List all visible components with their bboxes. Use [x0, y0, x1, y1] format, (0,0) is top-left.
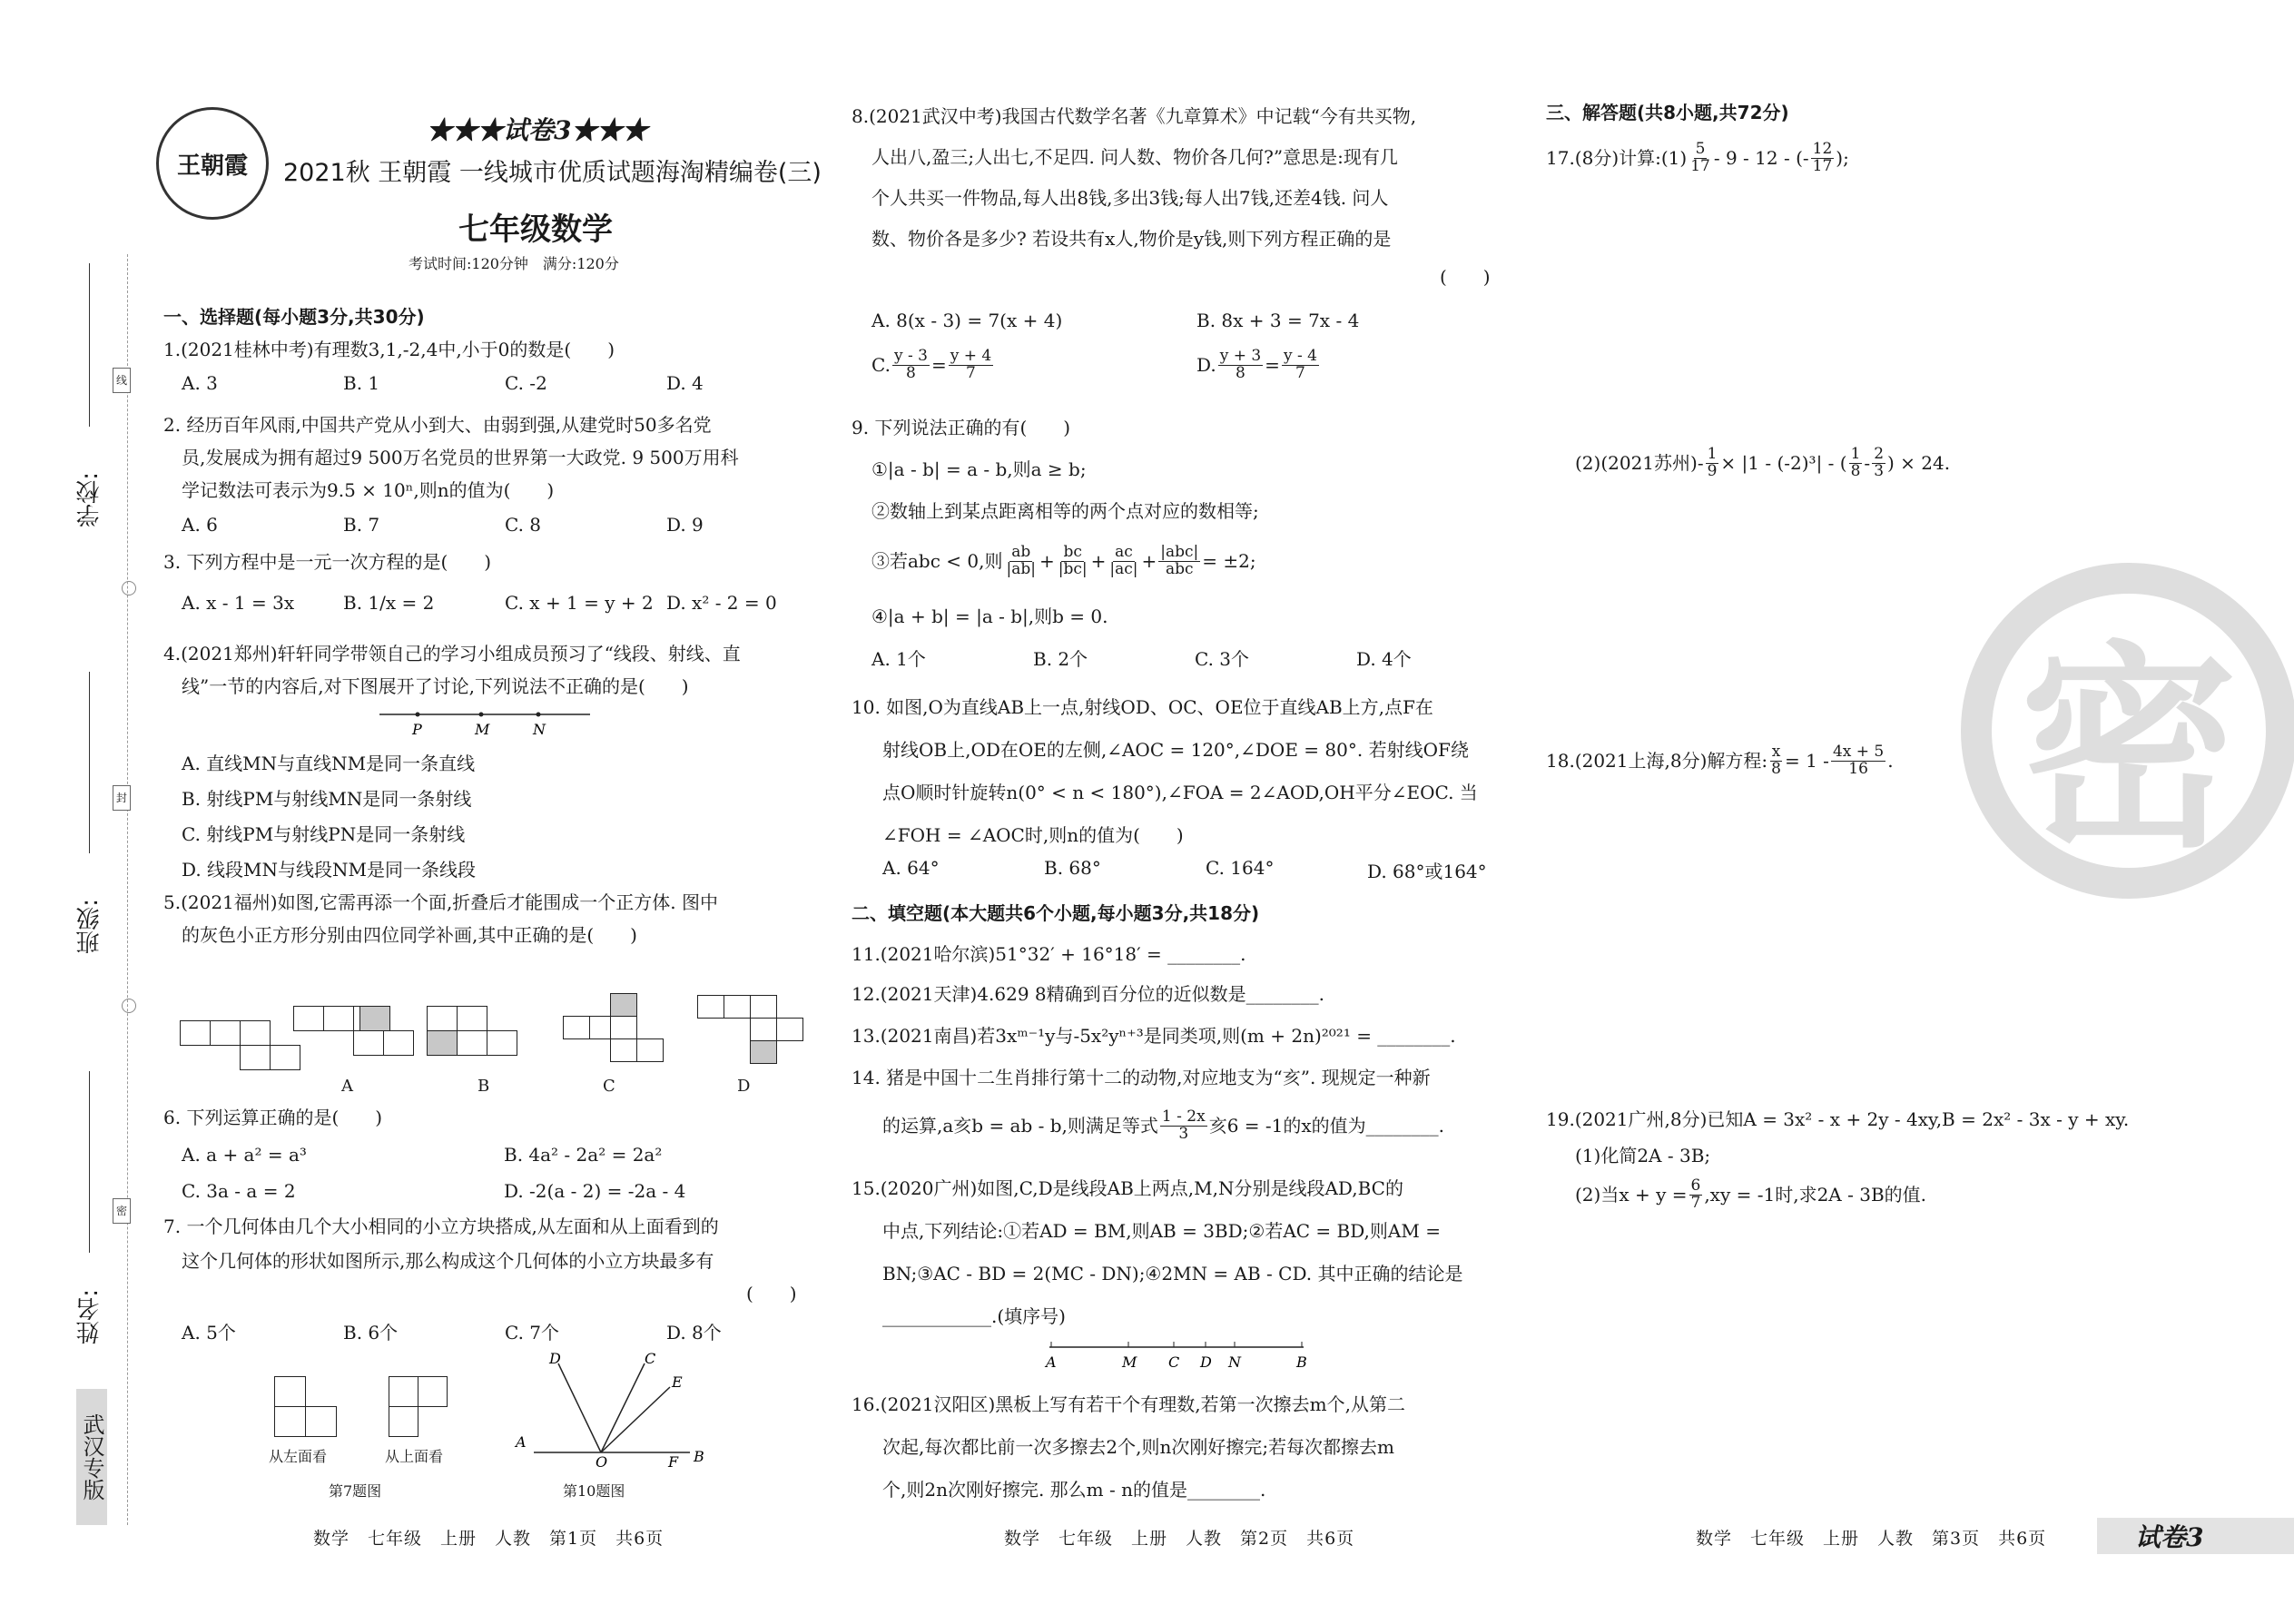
q1-stem: 1.(2021桂林中考)有理数3,1,-2,4中,小于0的数是( )	[163, 339, 615, 360]
q2-line: 学记数法可表示为9.5 × 10ⁿ,则n的值为( )	[182, 479, 555, 501]
q10-line: 射线OB上,OD在OE的左侧,∠AOC = 120°,∠DOE = 80°. 若射线OF绕	[882, 739, 1469, 761]
q7-line: 这个几何体的形状如图所示,那么构成这个几何体的小立方块最多有	[182, 1250, 714, 1272]
q5-label-a: A	[341, 1077, 353, 1096]
frac-den: 3	[1874, 461, 1885, 480]
q6-option-c: C. 3a - a = 2	[182, 1180, 296, 1202]
fig10-label-f: F	[668, 1453, 679, 1469]
q4-option-d: D. 线段MN与线段NM是同一条线段	[182, 859, 476, 881]
seal-char-seal: 封	[113, 785, 131, 811]
q10-options	[882, 857, 1487, 883]
q15-point-d: D	[1200, 1353, 1212, 1371]
q10-stem	[852, 686, 1478, 857]
q7-line: 7. 一个几何体由几个大小相同的小立方块搭成,从左面和从上面看到的	[163, 1216, 719, 1237]
footer-badge: 试卷3	[2135, 1522, 2204, 1552]
footer-page1: 数学 七年级 上册 人教 第1页 共6页	[313, 1529, 665, 1549]
series-title: 2021秋 王朝霞 一线城市优质试题海淘精编卷(三)	[283, 159, 822, 187]
q18	[1546, 744, 1894, 778]
q10-option-b: B. 68°	[1044, 857, 1101, 879]
q3-stem: 3. 下列方程中是一元一次方程的是( )	[163, 551, 492, 573]
school-label: 学校:	[76, 472, 103, 527]
fig10-caption: 第10题图	[563, 1482, 625, 1500]
q1-option-c: C. -2	[505, 372, 547, 394]
q4-stem	[163, 637, 741, 703]
class-label: 班级:	[76, 899, 103, 954]
q4-option-b: B. 射线PM与射线MN是同一条射线	[182, 788, 472, 810]
frac-num: y - 3	[893, 347, 928, 365]
q16-line: 个,则2n次刚好擦完. 那么m - n的值是________.	[882, 1479, 1266, 1501]
fig10-label-e: E	[672, 1373, 683, 1391]
frac-num: 1	[1707, 445, 1718, 463]
fig10-label-d: D	[549, 1351, 561, 1367]
q5-stem	[163, 886, 718, 951]
q15-point-n: N	[1228, 1353, 1241, 1371]
q14-text: 的运算,a亥b = ab - b,则满足等式	[882, 1114, 1158, 1137]
q4-line: 4.(2021郑州)轩轩同学带领自己的学习小组成员预习了“线段、射线、直	[163, 643, 741, 664]
q15-point-a: A	[1046, 1353, 1057, 1371]
q4-point-n: N	[533, 721, 546, 738]
fig10-angle-diagram	[508, 1351, 717, 1469]
frac-den: 7	[1690, 1193, 1701, 1212]
q19-line2: (1)化简2A - 3B;	[1575, 1145, 1711, 1166]
frac-num: y - 4	[1283, 347, 1317, 365]
q9-option-d: D. 4个	[1356, 648, 1412, 670]
frac-num: 4x + 5	[1832, 743, 1885, 761]
q4-option-a: A. 直线MN与直线NM是同一条直线	[182, 753, 476, 774]
exam-info: 考试时间:120分钟 满分:120分	[409, 255, 619, 272]
frac-den: 9	[1707, 461, 1718, 480]
q2-line: 员,发展成为拥有超过9 500万名党员的世界第一大政党. 9 500万用科	[182, 447, 739, 468]
q19-line1: 19.(2021广州,8分)已知A = 3x² - x + 2y - 4xy,B = 2x² - 3x - y + xy.	[1546, 1108, 2130, 1130]
frac-den: 8	[1236, 363, 1245, 382]
frac-den: 17	[1812, 156, 1833, 175]
q9-stem: 9. 下列说法正确的有( )	[852, 417, 1071, 438]
q14-text: 亥6 = -1的x的值为________.	[1208, 1114, 1445, 1137]
q8-option-a: A. 8(x - 3) = 7(x + 4)	[871, 310, 1063, 331]
section3-title: 三、解答题(共8小题,共72分)	[1546, 102, 1789, 123]
seal-char-secret: 密	[113, 1198, 131, 1224]
frac-den: 8	[1771, 759, 1781, 778]
q16-stem	[852, 1383, 1405, 1511]
q1-option-b: B. 1	[343, 372, 380, 394]
frac-den: 17	[1690, 156, 1710, 175]
q9-option-a: A. 1个	[871, 648, 926, 670]
q7-option-c: C. 7个	[505, 1322, 560, 1343]
q9-statement-4: ④|a + b| = |a - b|,则b = 0.	[871, 605, 1108, 627]
q3-option-a: A. x - 1 = 3x	[182, 592, 295, 614]
q8-option-c-label: C.	[871, 353, 891, 376]
q11: 11.(2021哈尔滨)51°32′ + 16°18′ = ________.	[852, 943, 1246, 965]
frac-num: y + 4	[950, 347, 992, 365]
q1-options	[182, 372, 704, 394]
q6-options	[182, 1137, 685, 1209]
q15-line: 15.(2020广州)如图,C,D是线段AB上两点,M,N分别是线段AD,BC的	[852, 1177, 1403, 1199]
q7-options	[182, 1318, 722, 1344]
q5-line: 的灰色小正方形分别由四位同学补画,其中正确的是( )	[182, 924, 637, 946]
q4-line-figure	[372, 704, 599, 740]
binding-hole-icon	[122, 999, 136, 1013]
q15-point-b: B	[1296, 1353, 1307, 1371]
q2-option-d: D. 9	[666, 514, 704, 536]
q17-part2	[1575, 447, 1950, 480]
fig10-label-a: A	[516, 1433, 527, 1451]
frac-den: |ab|	[1006, 559, 1036, 578]
q5-label-c: C	[603, 1077, 615, 1096]
q4-point-m: M	[475, 721, 490, 738]
q4-options	[182, 746, 476, 888]
q16-line: 次起,每次都比前一次多擦去2个,则n次刚好擦完;若每次都擦去m	[882, 1436, 1395, 1458]
q6-option-b: B. 4a² - 2a² = 2a²	[504, 1144, 663, 1166]
q15-line: ____________.(填序号)	[882, 1305, 1066, 1327]
frac-den: 8	[906, 363, 916, 382]
fig10-label-o: O	[596, 1453, 608, 1469]
q1-option-a: A. 3	[182, 372, 218, 394]
q6-stem: 6. 下列运算正确的是( )	[163, 1107, 383, 1128]
q16-line: 16.(2021汉阳区)黑板上写有若干个有理数,若第一次擦去m个,从第二	[852, 1393, 1405, 1415]
q9-s3-tail: = ±2;	[1202, 549, 1256, 572]
frac-den: 7	[966, 363, 976, 382]
frac-den: 8	[1850, 461, 1861, 480]
q17-text: 17.(8分)计算:(1)	[1546, 146, 1688, 169]
watermark-seal: 密	[1961, 563, 2294, 899]
q10-option-d: D. 68°或164°	[1367, 861, 1487, 882]
q15-line: 中点,下列结论:①若AD = BM,则AB = 3BD;②若AC = BD,则AM =	[882, 1220, 1441, 1242]
frac-num: bc	[1063, 543, 1082, 561]
q18-text: .	[1887, 749, 1894, 772]
frac-num: 1 - 2x	[1161, 1107, 1206, 1126]
q17-text: ) × 24.	[1887, 451, 1951, 474]
q18-text: = 1 -	[1784, 749, 1829, 772]
q9-option-b: B. 2个	[1033, 648, 1088, 670]
q5-line: 5.(2021福州)如图,它需再添一个面,折叠后才能围成一个正方体. 图中	[163, 891, 719, 913]
q18-text: 18.(2021上海,8分)解方程:	[1546, 749, 1768, 772]
q10-option-a: A. 64°	[882, 857, 940, 879]
q9-statement-3: ③若abc < 0,则 $\frac{ab}{|ab|}$ + $\frac{bc}{|bc|}$ + $\frac{ac}{|ac|}$ + $\frac{\text{|abc|}}{\text{abc}}$ = ±2;	[871, 543, 1256, 578]
section2-title: 二、填空题(本大题共6个小题,每小题3分,共18分)	[852, 902, 1260, 924]
q10-line: 点O顺时针旋转n(0° < n < 180°),∠FOA = 2∠AOD,OH平分∠EOC. 当	[882, 782, 1478, 803]
q2-options	[182, 514, 704, 536]
q15-line: BN;③AC - BD = 2(MC - DN);④2MN = AB - CD. 其中正确的结论是	[882, 1263, 1463, 1284]
frac-num: x	[1771, 743, 1781, 761]
frac-num: 2	[1874, 445, 1885, 463]
q15-segment-figure	[1042, 1334, 1314, 1373]
frac-num: 6	[1690, 1176, 1701, 1195]
q15-stem	[852, 1167, 1463, 1338]
paper-number: ★★★试卷3★★★	[427, 115, 648, 145]
q8-line: 数、物价各是多少? 若设共有x人,物价是y钱,则下列方程正确的是	[871, 228, 1392, 250]
q7-option-a: A. 5个	[182, 1322, 236, 1343]
q17-text: );	[1836, 146, 1849, 169]
q8-line: 8.(2021武汉中考)我国古代数学名著《九章算术》中记载“今有共买物,	[852, 105, 1417, 127]
q15-point-m: M	[1122, 1353, 1137, 1371]
q12: 12.(2021天津)4.629 8精确到百分位的近似数是________.	[852, 983, 1325, 1005]
q1-option-d: D. 4	[666, 372, 704, 394]
q10-option-c: C. 164°	[1206, 857, 1275, 879]
binding-hole-icon	[122, 581, 136, 595]
q15-point-c: C	[1168, 1353, 1180, 1371]
q9-option-c: C. 3个	[1195, 648, 1250, 670]
q3-option-b: B. 1/x = 2	[343, 592, 435, 614]
q19-text: ,xy = -1时,求2A - 3B的值.	[1704, 1183, 1926, 1206]
frac-num: ab	[1011, 543, 1031, 561]
seal-char-line: 线	[113, 368, 131, 393]
q9-statement-2: ②数轴上到某点距离相等的两个点对应的数相等;	[871, 500, 1259, 522]
q4-line: 线”一节的内容后,对下图展开了讨论,下列说法不正确的是( )	[182, 675, 689, 697]
q9-statement-1: ①|a - b| = a - b,则a ≥ b;	[871, 458, 1087, 480]
q17-text: × |1 - (-2)³| - (	[1720, 451, 1847, 474]
class-write-line	[89, 672, 90, 853]
q4-option-c: C. 射线PM与射线PN是同一条射线	[182, 823, 466, 845]
q17-text: - 9 - 12 - (-	[1713, 146, 1809, 169]
footer-page3: 数学 七年级 上册 人教 第3页 共6页	[1696, 1529, 2047, 1549]
brand-logo: 王朝霞	[156, 107, 269, 220]
q8-option-c: C. $\frac{y - 3}{8}$ = $\frac{y + 4}{7}$	[871, 347, 992, 382]
q19-text: (2)当x + y =	[1575, 1183, 1688, 1206]
q7-left-view-label: 从左面看	[269, 1448, 328, 1465]
q2-line: 2. 经历百年风雨,中国共产党从小到大、由弱到强,从建党时50多名党	[163, 414, 712, 436]
q17-part1	[1546, 142, 1849, 175]
footer-page2: 数学 七年级 上册 人教 第2页 共6页	[1004, 1529, 1355, 1549]
frac-num: 1	[1850, 445, 1861, 463]
q6-option-a: A. a + a² = a³	[182, 1144, 307, 1166]
frac-num: y + 3	[1219, 347, 1262, 365]
edition-badge: 武汉专版	[76, 1389, 107, 1525]
q14-line1: 14. 猪是中国十二生肖排行第十二的动物,对应地支为“亥”. 现规定一种新	[852, 1067, 1431, 1088]
q8-paren: ( )	[1440, 266, 1491, 288]
q3-options	[182, 592, 777, 614]
q7-figure-caption: 第7题图	[329, 1482, 382, 1500]
subject-title: 七年级数学	[458, 212, 613, 248]
q8-line: 个人共买一件物品,每人出8钱,多出3钱;每人出7钱,还差4钱. 问人	[871, 187, 1389, 209]
q9-s3-text: ③若abc < 0,则	[871, 549, 1003, 572]
name-write-line	[89, 1071, 90, 1253]
q7-top-view-label: 从上面看	[385, 1448, 444, 1465]
fig10-label-c: C	[645, 1351, 656, 1367]
q5-label-b: B	[478, 1077, 490, 1096]
q2-option-b: B. 7	[343, 514, 380, 536]
q8-line: 人出八,盈三;人出七,不足四. 问人数、物价各几何?”意思是:现有几	[871, 146, 1398, 168]
q8-stem	[852, 96, 1416, 260]
frac-den: |bc|	[1058, 559, 1088, 578]
q5-label-d: D	[737, 1077, 751, 1096]
q14-line2	[882, 1109, 1444, 1143]
q2-option-a: A. 6	[182, 514, 218, 536]
q8-option-b: B. 8x + 3 = 7x - 4	[1196, 310, 1360, 331]
frac-den: 3	[1178, 1124, 1189, 1143]
q6-option-d: D. -2(a - 2) = -2a - 4	[504, 1180, 686, 1202]
q10-line: ∠FOH = ∠AOC时,则n的值为( )	[882, 824, 1184, 846]
q2-stem	[163, 408, 739, 507]
frac-num: |abc|	[1160, 543, 1199, 561]
q4-point-p: P	[412, 721, 422, 738]
frac-den: 16	[1848, 759, 1868, 778]
q9-options	[871, 645, 1412, 671]
q3-option-c: C. x + 1 = y + 2	[505, 592, 654, 614]
frac-num: 12	[1812, 140, 1833, 158]
q3-option-d: D. x² - 2 = 0	[666, 592, 777, 614]
frac-den: 7	[1295, 363, 1305, 382]
q7-option-b: B. 6个	[343, 1322, 399, 1343]
q13: 13.(2021南昌)若3xᵐ⁻¹y与-5x²yⁿ⁺³是同类项,则(m + 2n)²⁰²¹ = ________.	[852, 1025, 1456, 1047]
q8-option-d-label: D.	[1196, 353, 1216, 376]
frac-num: 5	[1695, 140, 1706, 158]
school-write-line	[89, 263, 90, 427]
section1-title: 一、选择题(每小题3分,共30分)	[163, 306, 425, 328]
q10-line: 10. 如图,O为直线AB上一点,射线OD、OC、OE位于直线AB上方,点F在	[852, 696, 1433, 718]
q8-option-d: D. $\frac{y + 3}{8}$ = $\frac{y - 4}{7}$	[1196, 347, 1317, 382]
q17-text: -	[1864, 451, 1871, 474]
binding-dashed-line	[127, 254, 128, 1525]
fig10-label-b: B	[694, 1448, 704, 1465]
q7-stem	[163, 1209, 719, 1278]
q7-option-d: D. 8个	[666, 1322, 722, 1343]
frac-den: abc	[1165, 559, 1194, 578]
q7-paren: ( )	[746, 1283, 797, 1304]
name-label: 姓名:	[76, 1289, 103, 1344]
frac-num: ac	[1115, 543, 1133, 561]
q2-option-c: C. 8	[505, 514, 542, 536]
q17-text: (2)(2021苏州)-	[1575, 451, 1704, 474]
frac-den: |ac|	[1109, 559, 1138, 578]
q19-line3	[1575, 1178, 1926, 1212]
